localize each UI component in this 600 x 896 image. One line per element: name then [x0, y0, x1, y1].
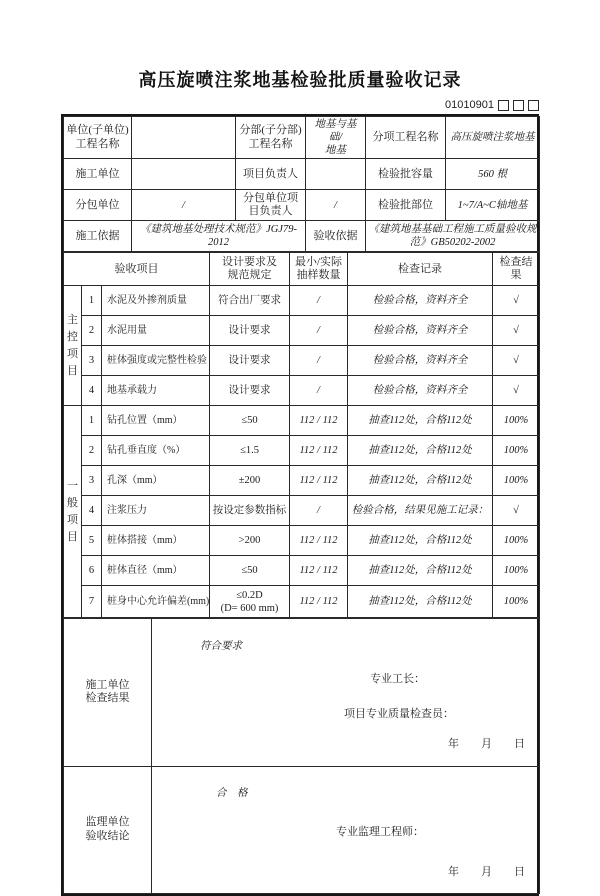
info-row	[64, 190, 540, 221]
item-check-result: 100%	[493, 526, 540, 556]
info-row	[64, 117, 540, 159]
col-result-header: 检查结果	[493, 253, 540, 286]
inspection-row	[64, 436, 540, 466]
col-record-header: 检查记录	[348, 253, 493, 286]
item-name: 地基承载力	[102, 376, 210, 406]
item-check-result: √	[493, 346, 540, 376]
code-checkbox	[528, 100, 539, 111]
form-sheet	[61, 114, 539, 896]
col-sample-header: 最小/实际 抽样数量	[290, 253, 348, 286]
item-requirement: ≤1.5	[210, 436, 290, 466]
subdivision-label: 分部(子分部) 工程名称	[236, 117, 306, 159]
contractor-section	[64, 619, 540, 766]
item-requirement: ±200	[210, 466, 290, 496]
info-row	[64, 221, 540, 252]
inspection-row	[64, 556, 540, 586]
batch-capacity-value: 560 根	[446, 159, 540, 190]
item-sample-qty: 112 / 112	[290, 586, 348, 618]
supervisor-result-text: 合 格	[216, 788, 248, 800]
item-requirement: 设计要求	[210, 346, 290, 376]
item-name: 桩身中心允许偏差(mm)	[102, 586, 210, 618]
item-check-result: √	[493, 316, 540, 346]
supervisor-section	[64, 766, 540, 894]
form-code: 01010901	[445, 99, 494, 111]
page-title: 高压旋喷注浆地基检验批质量验收记录	[138, 70, 462, 90]
item-check-record: 检验合格，资料齐全	[348, 316, 493, 346]
item-check-result: 100%	[493, 466, 540, 496]
item-sample-qty: /	[290, 496, 348, 526]
item-requirement: ≤50	[210, 406, 290, 436]
inspection-row	[64, 586, 540, 618]
inspection-row	[64, 376, 540, 406]
item-sample-qty: 112 / 112	[290, 466, 348, 496]
construction-basis-label: 施工依据	[64, 221, 132, 252]
inspection-row	[64, 526, 540, 556]
item-check-record: 抽查112处，合格112处	[348, 526, 493, 556]
inspection-row	[64, 466, 540, 496]
constructor-label: 施工单位	[64, 159, 132, 190]
group-label-main-control: 主控项目	[64, 286, 82, 406]
construction-basis-value: 《建筑地基处理技术规范》JGJ79-2012	[132, 221, 306, 252]
unit-project-value	[132, 117, 236, 159]
supervisor-section-content	[152, 766, 540, 894]
item-sample-qty: /	[290, 316, 348, 346]
item-sample-qty: /	[290, 346, 348, 376]
subcontractor-label: 分包单位	[64, 190, 132, 221]
subcontractor-leader-label: 分包单位项 目负责人	[236, 190, 306, 221]
info-row	[64, 159, 540, 190]
subcontractor-value: /	[132, 190, 236, 221]
project-leader-label: 项目负责人	[236, 159, 306, 190]
item-check-record: 抽查112处，合格112处	[348, 466, 493, 496]
item-number: 7	[82, 586, 102, 618]
item-name: 水泥用量	[102, 316, 210, 346]
contractor-section-content	[152, 619, 540, 766]
signature-table	[63, 618, 540, 894]
item-sample-qty: 112 / 112	[290, 436, 348, 466]
contractor-date-line: 年 月 日	[448, 738, 525, 750]
form-code-line	[61, 99, 539, 111]
item-number: 5	[82, 526, 102, 556]
item-number: 2	[82, 316, 102, 346]
subcontractor-leader-value: /	[306, 190, 366, 221]
item-requirement: >200	[210, 526, 290, 556]
foreman-signature-label: 专业工长：	[370, 673, 425, 685]
item-check-record: 抽查112处，合格112处	[348, 436, 493, 466]
acceptance-basis-value: 《建筑地基基础工程施工质量验收规范》GB50202-2002	[366, 221, 540, 252]
item-requirement: ≤0.2D (D= 600 mm)	[210, 586, 290, 618]
item-number: 6	[82, 556, 102, 586]
item-name: 水泥及外掺剂质量	[102, 286, 210, 316]
item-name: 注浆压力	[102, 496, 210, 526]
item-check-record: 检验合格，资料齐全	[348, 376, 493, 406]
item-number: 1	[82, 286, 102, 316]
item-check-result: √	[493, 286, 540, 316]
col-item-header: 验收项目	[64, 253, 210, 286]
item-check-result: 100%	[493, 406, 540, 436]
item-check-record: 检验合格，资料齐全	[348, 286, 493, 316]
inspection-row	[64, 496, 540, 526]
supervision-engineer-signature-label: 专业监理工程师：	[336, 826, 424, 839]
inspection-header-row	[64, 253, 540, 286]
item-check-result: 100%	[493, 556, 540, 586]
col-requirement-header: 设计要求及 规范规定	[210, 253, 290, 286]
group-label-general: 一般项目	[64, 406, 82, 618]
item-name: 桩体直径（mm）	[102, 556, 210, 586]
contractor-section-label: 施工单位 检查结果	[64, 619, 152, 766]
item-number: 3	[82, 466, 102, 496]
batch-capacity-label: 检验批容量	[366, 159, 446, 190]
item-number: 4	[82, 496, 102, 526]
item-requirement: 设计要求	[210, 376, 290, 406]
item-check-record: 抽查112处，合格112处	[348, 586, 493, 618]
item-name: 钻孔位置（mm）	[102, 406, 210, 436]
item-check-result: 100%	[493, 586, 540, 618]
code-checkbox	[513, 100, 524, 111]
batch-location-value: 1~7/A~C轴地基	[446, 190, 540, 221]
item-check-result: √	[493, 376, 540, 406]
item-check-result: √	[493, 496, 540, 526]
item-name: 桩体搭接（mm）	[102, 526, 210, 556]
item-sample-qty: 112 / 112	[290, 556, 348, 586]
item-check-record: 检验合格，结果见施工记录：	[348, 496, 493, 526]
item-sample-qty: 112 / 112	[290, 406, 348, 436]
subdivision-value: 地基与基础/ 地基	[306, 117, 366, 159]
contractor-result-text: 符合要求	[200, 641, 242, 653]
supervisor-date-line: 年 月 日	[448, 865, 525, 878]
info-table	[63, 116, 540, 252]
quality-inspector-signature-label: 项目专业质量检查员：	[344, 707, 454, 720]
inspection-row	[64, 316, 540, 346]
project-leader-value	[306, 159, 366, 190]
inspection-row	[64, 346, 540, 376]
unit-project-label: 单位(子单位) 工程名称	[64, 117, 132, 159]
item-number: 4	[82, 376, 102, 406]
item-number: 3	[82, 346, 102, 376]
item-name: 桩体强度或完整性检验	[102, 346, 210, 376]
constructor-value	[132, 159, 236, 190]
item-requirement: 符合出厂要求	[210, 286, 290, 316]
inspection-row	[64, 286, 540, 316]
item-project-value: 高压旋喷注浆地基	[446, 117, 540, 159]
item-number: 2	[82, 436, 102, 466]
inspection-table	[63, 252, 540, 618]
inspection-row	[64, 406, 540, 436]
item-check-record: 抽查112处，合格112处	[348, 406, 493, 436]
item-name: 钻孔垂直度（%）	[102, 436, 210, 466]
item-check-record: 检验合格，资料齐全	[348, 346, 493, 376]
item-requirement: ≤50	[210, 556, 290, 586]
item-name: 孔深（mm）	[102, 466, 210, 496]
item-sample-qty: /	[290, 286, 348, 316]
item-number: 1	[82, 406, 102, 436]
item-check-record: 抽查112处，合格112处	[348, 556, 493, 586]
batch-location-label: 检验批部位	[366, 190, 446, 221]
item-requirement: 设计要求	[210, 316, 290, 346]
item-project-label: 分项工程名称	[366, 117, 446, 159]
code-checkbox	[498, 100, 509, 111]
supervisor-section-label: 监理单位 验收结论	[64, 766, 152, 894]
item-sample-qty: /	[290, 376, 348, 406]
item-requirement: 按设定参数指标	[210, 496, 290, 526]
item-check-result: 100%	[493, 436, 540, 466]
acceptance-basis-label: 验收依据	[306, 221, 366, 252]
item-sample-qty: 112 / 112	[290, 526, 348, 556]
